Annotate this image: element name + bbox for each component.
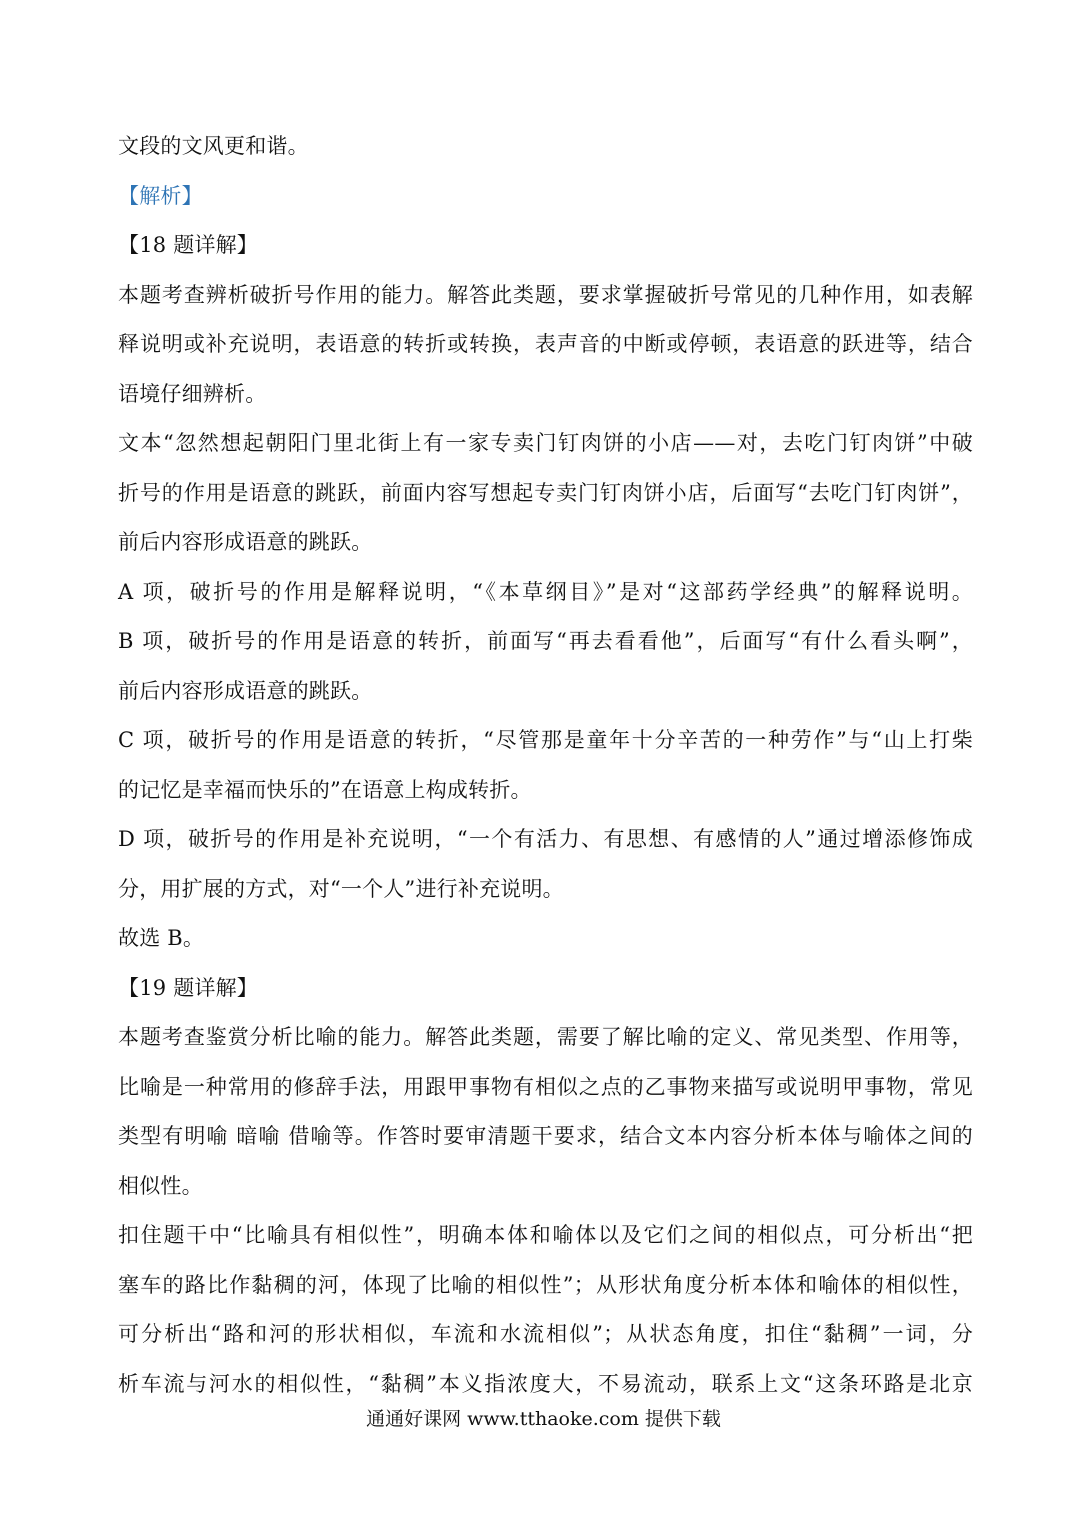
text-line: 前后内容形成语意的跳跃。	[118, 530, 373, 554]
text-line: 比喻是一种常用的修辞手法，用跟甲事物有相似之点的乙事物来描写或说明甲事物，常见	[118, 1074, 973, 1099]
text-line: 的记忆是幸福而快乐的”在语意上构成转折。	[118, 777, 532, 802]
text-line: B 项，破折号的作用是语意的转折，前面写“再去看看他”，后面写“有什么看头啊”，	[118, 629, 973, 653]
text-line: 文本“忽然想起朝阳门里北街上有一家专卖门钉肉饼的小店——对，去吃门钉肉饼”中破	[118, 431, 973, 455]
section-heading: 【解析】	[118, 183, 203, 208]
text-line: 【19 题详解】	[118, 975, 258, 1000]
text-line: A 项，破折号的作用是解释说明，“《本草纲目》”是对“这部药学经典”的解释说明。	[118, 579, 973, 604]
text-line: 语境仔细辨析。	[118, 381, 267, 406]
text-line: 故选 B。	[118, 926, 205, 950]
text-line: 可分析出“路和河的形状相似，车流和水流相似”；从状态角度，扣住“黏稠”一词，分	[118, 1322, 973, 1346]
text-line: 折号的作用是语意的跳跃，前面内容写想起专卖门钉肉饼小店，后面写“去吃门钉肉饼”，	[118, 480, 973, 505]
text-line: 本题考查鉴赏分析比喻的能力。解答此类题，需要了解比喻的定义、常见类型、作用等，	[118, 1025, 973, 1049]
page-footer: 通通好课网 www.tthaoke.com 提供下载	[366, 1408, 721, 1430]
text-line: C 项，破折号的作用是语意的转折，“尽管那是童年十分辛苦的一种劳作”与“山上打柴	[118, 728, 973, 752]
text-line: D 项，破折号的作用是补充说明，“一个有活力、有思想、有感情的人”通过增添修饰成	[118, 827, 973, 851]
document-body	[118, 122, 973, 1409]
text-line: 文段的文风更和谐。	[118, 134, 309, 158]
text-line: 塞车的路比作黏稠的河，体现了比喻的相似性”；从形状角度分析本体和喻体的相似性，	[118, 1272, 973, 1297]
text-line: 析车流与河水的相似性，“黏稠”本义指浓度大，不易流动，联系上文“这条环路是北京	[118, 1371, 973, 1396]
text-line: 本题考查辨析破折号作用的能力。解答此类题，要求掌握破折号常见的几种作用，如表解	[118, 282, 973, 307]
text-line: 类型有明喻 暗喻 借喻等。作答时要审清题干要求，结合文本内容分析本体与喻体之间的	[118, 1124, 973, 1148]
text-line: 分，用扩展的方式，对“一个人”进行补充说明。	[118, 876, 564, 901]
text-line: 前后内容形成语意的跳跃。	[118, 678, 373, 703]
text-line: 扣住题干中“比喻具有相似性”，明确本体和喻体以及它们之间的相似点，可分析出“把	[118, 1223, 973, 1247]
text-line: 【18 题详解】	[118, 233, 258, 257]
text-line: 释说明或补充说明，表语意的转折或转换，表声音的中断或停顿，表语意的跃进等，结合	[118, 332, 973, 356]
text-line: 相似性。	[118, 1173, 203, 1198]
